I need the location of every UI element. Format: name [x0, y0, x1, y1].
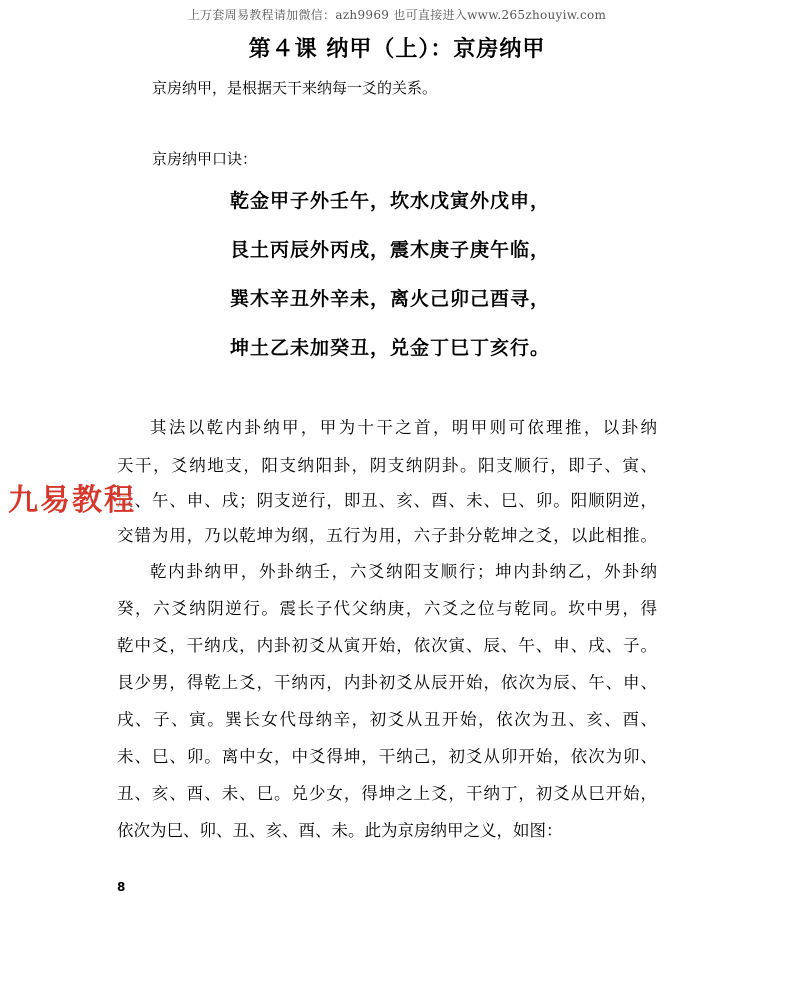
body-text-line: 艮少男，得乾上爻，干纳丙，内卦初爻从辰开始，依次为辰、午、申、	[117, 673, 657, 692]
mnemonic-verse-line: 坤土乙未加癸丑，兑金丁巳丁亥行。	[230, 337, 551, 359]
mnemonic-verse-line: 乾金甲子外壬午，坎水戊寅外戊申，	[230, 190, 551, 212]
body-text-line: 戌、子、寅。巽长女代母纳辛，初爻从丑开始，依次为丑、亥、酉、	[117, 710, 657, 729]
mnemonic-verse-line: 艮土丙辰外丙戌，震木庚子庚午临，	[230, 239, 551, 261]
lesson-title: 第４课 纳甲（上）：京房纳甲	[248, 37, 546, 62]
page-number: 8	[117, 880, 126, 894]
mnemonic-heading: 京房纳甲口诀：	[152, 150, 258, 168]
body-text-line: 癸，六爻纳阴逆行。震长子代父纳庚，六爻之位与乾同。坎中男，得	[117, 599, 657, 618]
body-text-line: 乾内卦纳甲，外卦纳壬，六爻纳阳支顺行；坤内卦纳乙，外卦纳	[150, 562, 657, 581]
body-text-line: 天干，爻纳地支，阳支纳阳卦，阴支纳阴卦。阳支顺行，即子、寅、	[117, 456, 657, 475]
body-text-line: 丑、亥、酉、未、巳。兑少女，得坤之上爻，干纳丁，初爻从巳开始，	[117, 784, 657, 803]
intro-sentence: 京房纳甲，是根据天干来纳每一爻的关系。	[152, 79, 438, 97]
body-text-line: 辰、午、申、戌；阴支逆行，即丑、亥、酉、未、巳、卯。阳顺阴逆，	[117, 491, 657, 510]
page-header-banner: 上万套周易教程请加微信：azh9969 也可直接进入www.265zhouyiw.com	[187, 8, 607, 22]
body-text-line: 交错为用，乃以乾坤为纲，五行为用，六子卦分乾坤之爻，以此相推。	[117, 526, 657, 545]
body-text-line: 未、巳、卯。离中女，中爻得坤，干纳己，初爻从卯开始，依次为卯、	[117, 747, 657, 766]
body-text-line: 依次为巳、卯、丑、亥、酉、未。此为京房纳甲之义，如图：	[117, 821, 563, 840]
body-text-line: 其法以乾内卦纳甲，甲为十干之首，明甲则可依理推，以卦纳	[150, 418, 657, 437]
body-text-line: 乾中爻，干纳戊，内卦初爻从寅开始，依次寅、辰、午、申、戌、子。	[117, 636, 657, 655]
mnemonic-verse-line: 巽木辛丑外辛未，离火己卯己酉寻，	[230, 288, 551, 310]
watermark-logo: 九易教程	[8, 483, 136, 518]
